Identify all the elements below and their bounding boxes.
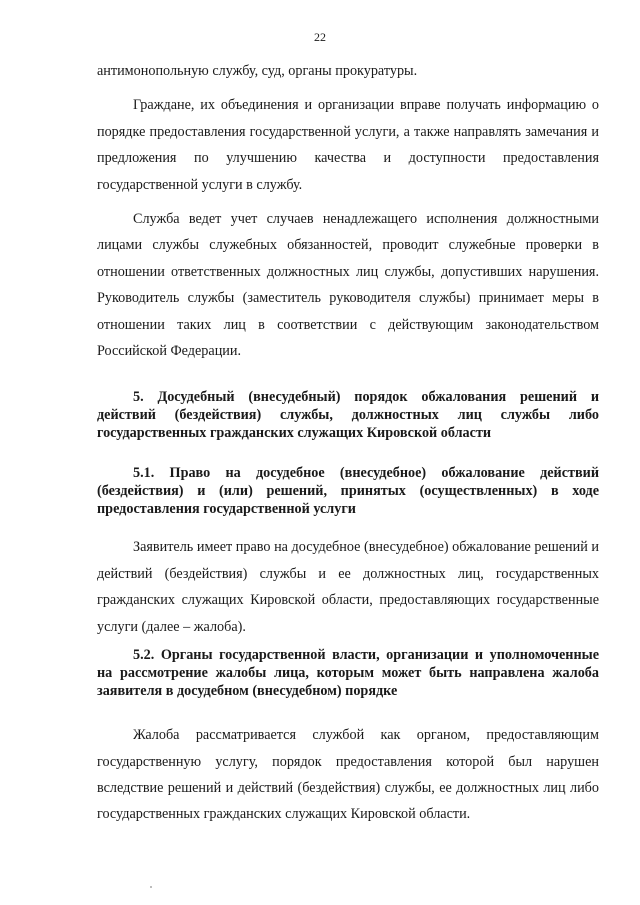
section-5-1-heading: 5.1. Право на досудебное (внесудебное) обжалование действий (бездействия) и (или) решений, принятых (осуществленных) в ходе предоставления государственной услуги bbox=[97, 465, 599, 518]
section-5-2-heading: 5.2. Органы государственной власти, организации и уполномоченные на рассмотрение жалобы лица, которым может быть направлена жалоба заявителя в досудебном (внесудебном) порядке bbox=[97, 647, 599, 700]
document-body bbox=[97, 58, 599, 828]
scan-artifact bbox=[150, 886, 152, 888]
section-5-2-text: Жалоба рассматривается службой как органом, предоставляющим государственную услугу, порядок предоставления которой был нарушен вследствие решений и действий (бездействия) службы, ее должностных лиц либо государственных гражданских служащих Кировской области. bbox=[97, 727, 599, 823]
section-5-1-text: Заявитель имеет право на досудебное (внесудебное) обжалование решений и действий (бездействия) службы и ее должностных лиц, государственных гражданских служащих Кировской области, предоставляющих государственные услуги (далее – жалоба). bbox=[97, 539, 599, 635]
paragraph-service-accounting: Служба ведет учет случаев ненадлежащего исполнения должностными лицами службы служебных обязанностей, проводит служебные проверки в отношении ответственных должностных лиц службы, допустивших нарушения. Руководитель службы (заместитель руководителя службы) принимает меры в отношении таких лиц в соответствии с действующим законодательством Российской Федерации. bbox=[97, 211, 599, 360]
section-5-heading: 5. Досудебный (внесудебный) порядок обжалования решений и действий (бездействия) службы, должностных лиц службы либо государственных гражданских служащих Кировской области bbox=[97, 389, 599, 442]
paragraph-continuation: антимонопольную службу, суд, органы прокуратуры. bbox=[97, 63, 418, 79]
paragraph-citizens-rights: Граждане, их объединения и организации вправе получать информацию о порядке предоставления государственной услуги, а также направлять замечания и предложения по улучшению качества и доступности предоставления государственной услуги в службу. bbox=[97, 97, 599, 193]
page-number: 22 bbox=[314, 30, 326, 44]
